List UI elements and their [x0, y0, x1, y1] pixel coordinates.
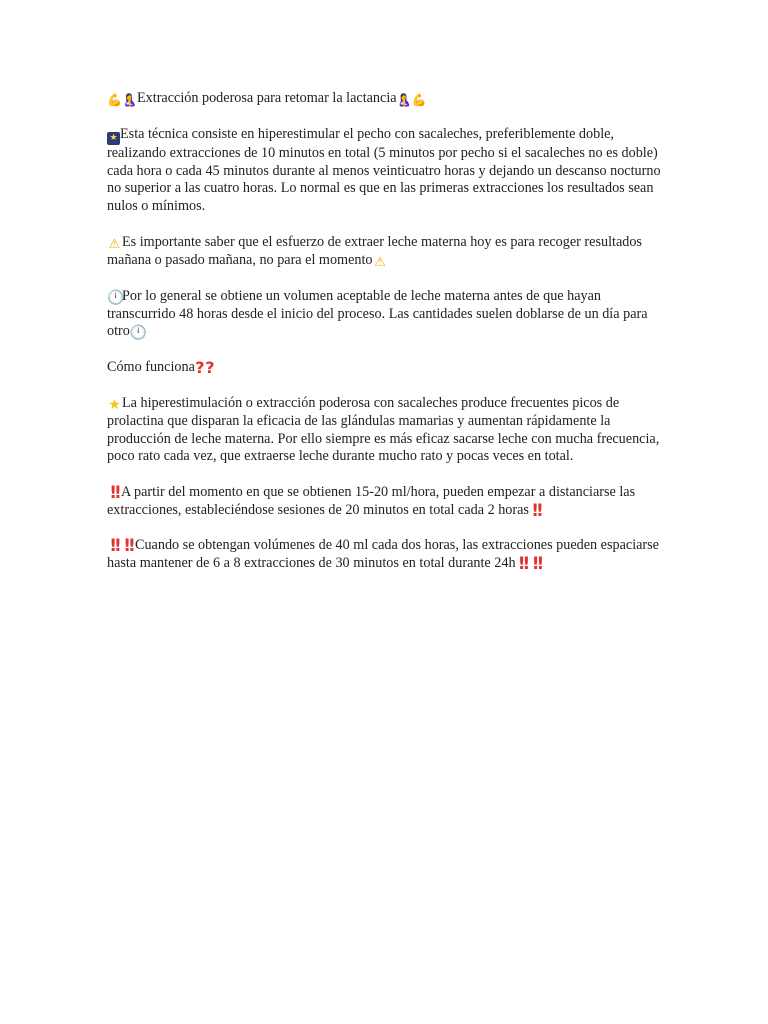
hyperstimulation-text: La hiperestimulación o extracción poderosa con sacaleches produce frecuentes picos de prolactina que disparan la eficacia de las glándulas mamarias y aumentan rápidamente la producción de leche materna. Por ello siempre es más eficaz sacarse leche con mucha frecuencia, poco rato cada vez, que extraerse leche durante mucho rato y pocas veces en total. [107, 394, 660, 465]
spacing-text: A partir del momento en que se obtienen 15-20 ml/hora, pueden empezar a distanciarse las extracciones, estableciéndose sesiones de 20 minutos en total cada 2 horas [107, 483, 636, 518]
breastfeeding-icon: 🤱 [396, 93, 412, 107]
double-exclamation-icon: !! [531, 554, 542, 575]
paragraph-important [107, 234, 667, 270]
double-exclamation-icon: !! [109, 482, 119, 503]
paragraph-spacing [107, 484, 667, 520]
flexed-biceps-icon: 💪 [411, 93, 427, 107]
paragraph-volume [107, 288, 667, 342]
paragraph-technique [107, 126, 667, 216]
double-exclamation-icon: !! [531, 500, 541, 521]
technique-text: Esta técnica consiste en hiperestimular el pecho con sacaleches, preferiblemente doble, realizando extracciones de 10 minutos en total (5 minutos por pecho si el sacaleches no es doble) cada hora o cada 45 minutos durante al menos veinticuatro horas y dejando un descanso nocturno no superior a las cuatro horas. Lo normal es que en las primeras extracciones los resultados sean nulos o mínimos. [107, 125, 661, 215]
clock-icon: 🕛 [129, 325, 148, 342]
double-exclamation-icon: !! [109, 536, 119, 557]
warning-icon: ⚠ [374, 254, 386, 270]
flexed-biceps-icon: 💪 [107, 93, 122, 107]
night-with-stars-icon: ★ [107, 132, 120, 145]
double-exclamation-icon: !! [517, 554, 528, 575]
warning-icon: ⚠ [108, 236, 121, 252]
breastfeeding-icon: 🤱 [122, 93, 137, 107]
paragraph-hyperstimulation [107, 395, 667, 466]
maintenance-text: Cuando se obtengan volúmenes de 40 ml cada dos horas, las extracciones pueden espaciarse hasta mantener de 6 a 8 extracciones de 30 minutos en total durante 24h [107, 537, 659, 572]
clock-icon: 🕛 [107, 289, 125, 306]
important-text: Es importante saber que el esfuerzo de extraer leche materna hoy es para recoger resultados mañana o pasado mañana, no para el momento [107, 233, 642, 268]
paragraph-how-it-works [107, 359, 667, 377]
star-icon: ★ [108, 396, 121, 413]
red-question-mark-icon: ? [205, 358, 215, 378]
volume-text: Por lo general se obtiene un volumen aceptable de leche materna antes de que hayan transcurrido 48 horas desde el inicio del proceso. Las cantidades suelen doblarse de un día para otro [107, 287, 648, 340]
document-body [107, 90, 667, 591]
how-it-works-text: Cómo funciona [107, 359, 195, 376]
paragraph-title [107, 90, 667, 108]
double-exclamation-icon: !! [123, 536, 133, 557]
red-question-mark-icon: ? [195, 358, 205, 378]
paragraph-maintenance [107, 537, 667, 573]
title-text: Extracción poderosa para retomar la lactancia [137, 90, 397, 106]
